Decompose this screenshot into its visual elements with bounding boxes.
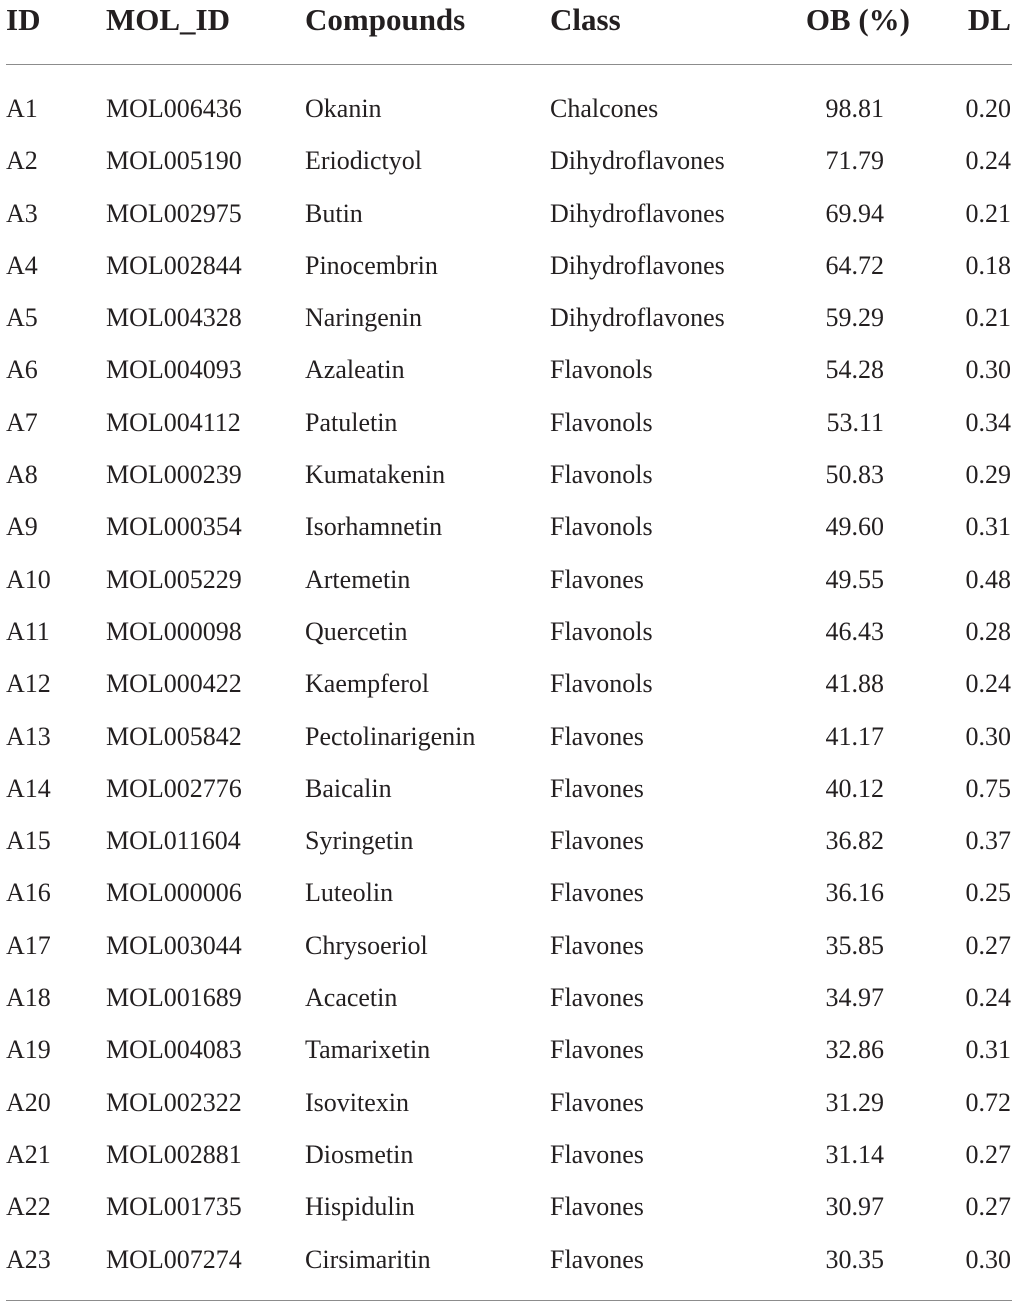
cell-compound: Artemetin [305, 564, 411, 594]
cell-ob: 53.11 [826, 407, 884, 437]
cell-mol-id: MOL001735 [106, 1192, 242, 1222]
cell-class: Flavonols [550, 512, 653, 542]
cell-compound: Quercetin [305, 616, 408, 646]
table-row [0, 1181, 1017, 1233]
cell-class: Flavonols [550, 355, 653, 385]
cell-id: A14 [6, 773, 51, 803]
cell-mol-id: MOL001689 [106, 983, 242, 1013]
table-row [0, 920, 1017, 972]
cell-ob: 98.81 [825, 94, 884, 123]
cell-dl: 0.25 [965, 878, 1011, 908]
cell-mol-id: MOL000006 [106, 878, 242, 908]
cell-class: Flavones [550, 1139, 644, 1169]
cell-class: Flavonols [550, 669, 653, 699]
cell-dl: 0.34 [965, 407, 1011, 437]
cell-mol-id: MOL005190 [106, 146, 242, 176]
cell-compound: Pinocembrin [305, 250, 438, 280]
cell-id: A8 [6, 460, 38, 490]
cell-ob: 49.60 [825, 512, 884, 542]
table-row [0, 1024, 1017, 1076]
cell-dl: 0.20 [965, 94, 1011, 123]
cell-compound: Okanin [305, 94, 382, 123]
cell-class: Flavones [550, 930, 644, 960]
cell-compound: Isovitexin [305, 1087, 409, 1117]
cell-id: A15 [6, 826, 51, 856]
table-row [0, 292, 1017, 344]
cell-mol-id: MOL003044 [106, 930, 242, 960]
cell-dl: 0.30 [965, 1244, 1011, 1274]
cell-ob: 49.55 [825, 564, 884, 594]
cell-ob: 31.14 [825, 1139, 884, 1169]
header-id: ID [6, 2, 41, 37]
cell-dl: 0.29 [965, 460, 1011, 490]
cell-dl: 0.27 [965, 930, 1011, 960]
cell-dl: 0.24 [965, 146, 1011, 176]
cell-ob: 41.88 [825, 669, 884, 699]
cell-class: Flavones [550, 878, 644, 908]
cell-dl: 0.30 [965, 721, 1011, 751]
cell-dl: 0.24 [965, 669, 1011, 699]
cell-dl: 0.28 [965, 616, 1011, 646]
header-compounds: Compounds [305, 2, 466, 37]
cell-compound: Butin [305, 198, 363, 228]
cell-class: Flavones [550, 1192, 644, 1222]
cell-mol-id: MOL000422 [106, 669, 242, 699]
cell-ob: 31.29 [825, 1087, 884, 1117]
cell-id: A18 [6, 983, 51, 1013]
table-row [0, 344, 1017, 396]
table-row [0, 711, 1017, 763]
cell-class: Flavones [550, 721, 644, 751]
cell-compound: Kaempferol [305, 669, 430, 699]
cell-compound: Hispidulin [305, 1192, 415, 1222]
cell-dl: 0.18 [965, 250, 1011, 280]
cell-class: Dihydroflavones [550, 303, 725, 333]
cell-ob: 46.43 [825, 616, 884, 646]
cell-dl: 0.37 [965, 826, 1011, 856]
table-row [0, 972, 1017, 1024]
cell-id: A22 [6, 1192, 51, 1222]
cell-compound: Eriodictyol [305, 146, 422, 176]
cell-ob: 50.83 [825, 460, 884, 490]
cell-mol-id: MOL000239 [106, 460, 242, 490]
cell-class: Flavones [550, 826, 644, 856]
cell-id: A12 [6, 669, 51, 699]
header-mol-id: MOL_ID [106, 2, 230, 37]
cell-ob: 40.12 [825, 773, 884, 803]
table-row [0, 135, 1017, 187]
cell-ob: 30.97 [825, 1192, 884, 1222]
table-row [0, 240, 1017, 292]
cell-dl: 0.24 [965, 983, 1011, 1013]
cell-dl: 0.30 [965, 355, 1011, 385]
cell-id: A6 [6, 355, 38, 385]
cell-dl: 0.31 [965, 1035, 1011, 1065]
cell-dl: 0.27 [965, 1139, 1011, 1169]
cell-mol-id: MOL004328 [106, 303, 242, 333]
cell-compound: Acacetin [305, 983, 398, 1013]
cell-id: A5 [6, 303, 38, 333]
cell-dl: 0.21 [965, 303, 1011, 333]
cell-id: A9 [6, 512, 38, 542]
table-row [0, 83, 1017, 135]
cell-id: A4 [6, 250, 38, 280]
cell-ob: 36.16 [825, 878, 884, 908]
cell-ob: 35.85 [825, 930, 884, 960]
table-row [0, 188, 1017, 240]
cell-ob: 59.29 [825, 303, 884, 333]
table-row [0, 1234, 1017, 1286]
cell-ob: 32.86 [825, 1035, 884, 1065]
cell-id: A13 [6, 721, 51, 751]
cell-mol-id: MOL005229 [106, 564, 242, 594]
cell-class: Dihydroflavones [550, 146, 725, 176]
cell-mol-id: MOL005842 [106, 721, 242, 751]
cell-compound: Chrysoeriol [305, 930, 428, 960]
cell-compound: Kumatakenin [305, 460, 446, 490]
table-row [0, 554, 1017, 606]
cell-id: A3 [6, 198, 38, 228]
cell-dl: 0.21 [965, 198, 1011, 228]
cell-dl: 0.27 [965, 1192, 1011, 1222]
cell-mol-id: MOL004083 [106, 1035, 242, 1065]
cell-class: Flavones [550, 1035, 644, 1065]
cell-compound: Diosmetin [305, 1139, 414, 1169]
cell-compound: Naringenin [305, 303, 422, 333]
cell-id: A21 [6, 1139, 51, 1169]
cell-class: Flavonols [550, 407, 653, 437]
cell-compound: Tamarixetin [305, 1035, 431, 1065]
cell-dl: 0.72 [965, 1087, 1011, 1117]
table-bottom-rule [6, 1300, 1012, 1301]
header-dl: DL [967, 2, 1011, 37]
cell-dl: 0.31 [965, 512, 1011, 542]
table-row [0, 449, 1017, 501]
cell-id: A20 [6, 1087, 51, 1117]
table-row [0, 606, 1017, 658]
cell-class: Dihydroflavones [550, 198, 725, 228]
cell-compound: Syringetin [305, 826, 414, 856]
table-row [0, 658, 1017, 710]
cell-compound: Isorhamnetin [305, 512, 443, 542]
cell-dl: 0.75 [965, 773, 1011, 803]
cell-compound: Baicalin [305, 773, 392, 803]
cell-id: A1 [6, 94, 38, 123]
header-divider [6, 64, 1012, 65]
cell-class: Flavones [550, 773, 644, 803]
cell-mol-id: MOL000354 [106, 512, 242, 542]
cell-ob: 30.35 [825, 1244, 884, 1274]
cell-id: A23 [6, 1244, 51, 1274]
cell-ob: 41.17 [825, 721, 884, 751]
cell-ob: 71.79 [825, 146, 884, 176]
cell-compound: Cirsimaritin [305, 1244, 431, 1274]
cell-ob: 69.94 [825, 198, 884, 228]
cell-ob: 36.82 [825, 826, 884, 856]
cell-class: Flavones [550, 564, 644, 594]
cell-mol-id: MOL002322 [106, 1087, 242, 1117]
table-row [0, 1077, 1017, 1129]
cell-id: A2 [6, 146, 38, 176]
cell-class: Dihydroflavones [550, 250, 725, 280]
cell-compound: Luteolin [305, 878, 394, 908]
cell-mol-id: MOL011604 [106, 826, 241, 856]
cell-mol-id: MOL004112 [106, 407, 241, 437]
cell-id: A19 [6, 1035, 51, 1065]
cell-ob: 34.97 [825, 983, 884, 1013]
cell-mol-id: MOL004093 [106, 355, 242, 385]
cell-id: A10 [6, 564, 51, 594]
cell-compound: Pectolinarigenin [305, 721, 476, 751]
cell-class: Flavones [550, 1244, 644, 1274]
cell-class: Flavones [550, 1087, 644, 1117]
table-row [0, 397, 1017, 449]
cell-id: A17 [6, 930, 51, 960]
cell-class: Flavonols [550, 460, 653, 490]
table-row [0, 1129, 1017, 1181]
cell-compound: Azaleatin [305, 355, 405, 385]
cell-id: A7 [6, 407, 38, 437]
cell-mol-id: MOL002776 [106, 773, 242, 803]
table-body [0, 83, 1017, 1286]
cell-mol-id: MOL007274 [106, 1244, 242, 1274]
cell-mol-id: MOL002881 [106, 1139, 242, 1169]
header-class: Class [550, 2, 621, 37]
cell-id: A16 [6, 878, 51, 908]
table-row [0, 815, 1017, 867]
cell-class: Flavones [550, 983, 644, 1013]
cell-class: Chalcones [550, 94, 659, 123]
cell-compound: Patuletin [305, 407, 398, 437]
cell-mol-id: MOL002975 [106, 198, 242, 228]
cell-dl: 0.48 [965, 564, 1011, 594]
header-ob: OB (%) [805, 2, 910, 37]
table-row [0, 867, 1017, 919]
cell-ob: 64.72 [825, 250, 884, 280]
cell-mol-id: MOL006436 [106, 94, 242, 123]
cell-ob: 54.28 [825, 355, 884, 385]
table-row [0, 501, 1017, 553]
cell-class: Flavonols [550, 616, 653, 646]
table-row [0, 763, 1017, 815]
cell-id: A11 [6, 616, 50, 646]
cell-mol-id: MOL002844 [106, 250, 242, 280]
cell-mol-id: MOL000098 [106, 616, 242, 646]
table-header-row [0, 0, 1017, 44]
